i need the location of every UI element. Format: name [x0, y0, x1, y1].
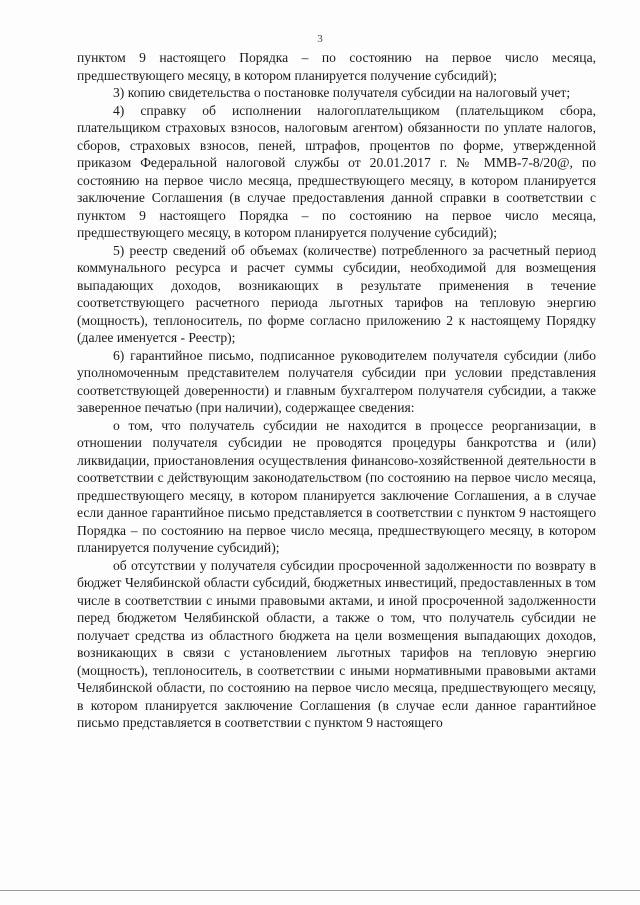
- paragraph-item-4: 4) справку об исполнении налогоплательщиком (плательщиком сбора, плательщиком страховых взносов, налоговым агентом) обязанности по уплате налогов, сборов, страховых взносов, пеней, штрафов, процентов по форме, утвержденной приказом Федеральной налоговой службы от 20.01.2017 г. № ММВ-7-8/20@, по состоянию на первое число месяца, предшествующего месяцу, в котором планируется заключение Соглашения (в случае предоставления данной справки в соответствии с пунктом 9 настоящего Порядка – по состоянию на первое число месяца, предшествующего месяцу, в котором планируется получение субсидий);: [77, 102, 596, 240]
- paragraph-continuation: пунктом 9 настоящего Порядка – по состоянию на первое число месяца, предшествующего месяцу, в котором планируется получение субсидий);: [77, 50, 596, 83]
- paragraph-debt-info: об отсутствии у получателя субсидии просроченной задолженности по возврату в бюджет Челябинской области субсидий, бюджетных инвестиций, предоставленных в том числе в соответствии с иными правовыми актами, и иной просроченной задолженности перед бюджетом Челябинской области, а также о том, что получатель субсидии не получает средства из областного бюджета на цели возмещения выпадающих доходов, возникающих в связи с установлением льготных тарифов на тепловую энергию (мощность), теплоноситель, в соответствии с иными нормативными правовыми актами Челябинской области, по состоянию на первое число месяца, предшествующего месяцу, в котором планируется заключение Соглашения (в случае если данное гарантийное письмо представляется в соответствии с пунктом 9 настоящего: [77, 557, 596, 730]
- paragraph-reorganization-info: о том, что получатель субсидии не находится в процессе реорганизации, в отношении получателя субсидии не проводятся процедуры банкротства и (или) ликвидации, приостановления осуществления финансово-хозяйственной деятельности в соответствии с действующим законодательством (по состоянию на первое число месяца, предшествующего месяцу, в котором планируется заключение Соглашения, а в случае если данное гарантийное письмо представляется в соответствии с пунктом 9 настоящего Порядка – по состоянию на первое число месяца, предшествующего месяцу, в котором планируется получение субсидий);: [77, 417, 596, 555]
- paragraph-item-5: 5) реестр сведений об объемах (количестве) потребленного за расчетный период коммунального ресурса и расчет суммы субсидии, необходимой для возмещения выпадающих доходов, возникающих в результате применения в течение соответствующего расчетного периода льготных тарифов на тепловую энергию (мощность), теплоноситель, по форме согласно приложению 2 к настоящему Порядку (далее именуется - Реестр);: [77, 242, 596, 345]
- document-body: [77, 49, 596, 732]
- page-bottom-divider: [0, 890, 640, 891]
- paragraph-item-6: 6) гарантийное письмо, подписанное руководителем получателя субсидии (либо уполномоченным представителем получателя субсидии при условии представления соответствующей доверенности) и главным бухгалтером получателя субсидии, а также заверенное печатью (при наличии), содержащее сведения:: [77, 347, 596, 415]
- page-number: 3: [317, 33, 323, 45]
- paragraph-item-3: 3) копию свидетельства о постановке получателя субсидии на налоговый учет;: [113, 85, 571, 100]
